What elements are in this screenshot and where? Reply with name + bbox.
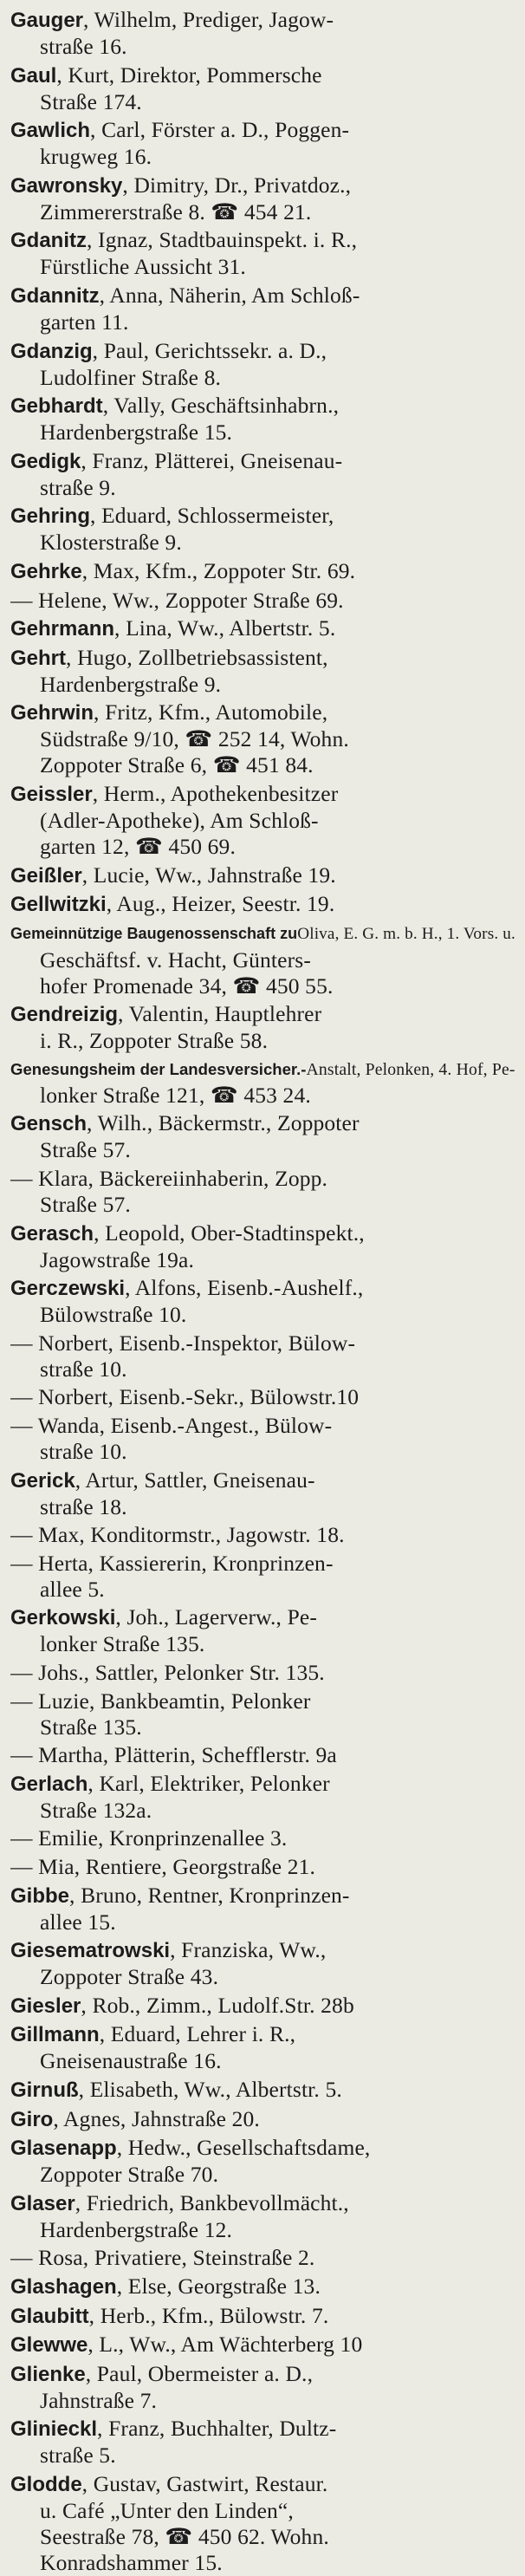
entry-text: — Klara, Bäckereiinhaberin, Zopp. bbox=[10, 1166, 328, 1192]
entry-first-line bbox=[10, 1937, 517, 1964]
entry-text: Zoppoter Straße 6, ☎ 451 84. bbox=[40, 752, 314, 778]
entry-surname: Gerick bbox=[10, 1468, 75, 1493]
entry-surname: Giesler bbox=[10, 1994, 81, 2018]
directory-entry bbox=[10, 1330, 517, 1382]
directory-entry bbox=[10, 1771, 517, 1824]
entry-text: allee 5. bbox=[40, 1576, 105, 1602]
entry-text: Geschäftsf. v. Hacht, Günters- bbox=[40, 946, 311, 973]
entry-text: straße 18. bbox=[40, 1493, 127, 1519]
entry-text: , Leopold, Ober-Stadtinspekt., bbox=[94, 1220, 365, 1246]
directory-entry bbox=[10, 862, 517, 889]
entry-first-line bbox=[10, 338, 517, 365]
entry-text: , Else, Georgstraße 13. bbox=[116, 2273, 321, 2299]
entry-text: Straße 57. bbox=[40, 1192, 131, 1218]
entry-first-line bbox=[10, 2135, 517, 2162]
entry-continuation-line bbox=[10, 254, 517, 280]
entry-text: , Dimitry, Dr., Privatdoz., bbox=[122, 172, 352, 198]
entry-first-line bbox=[10, 2077, 517, 2104]
entry-surname: Gillmann bbox=[10, 2023, 100, 2047]
entry-first-line bbox=[10, 2416, 517, 2443]
entry-first-line bbox=[10, 1771, 517, 1798]
entry-first-line bbox=[10, 1551, 517, 1577]
entry-first-line bbox=[10, 393, 517, 420]
entry-continuation-line bbox=[10, 144, 517, 170]
entry-text: , Herm., Apothekenbesitzer bbox=[92, 780, 339, 806]
entry-first-line bbox=[10, 1883, 517, 1909]
entry-text: Konradshammer 15. bbox=[40, 2549, 223, 2575]
entry-text: , Paul, Obermeister a. D., bbox=[85, 2360, 314, 2386]
directory-entry bbox=[10, 1467, 517, 1520]
entry-text: u. Café „Unter den Linden“, bbox=[40, 2497, 294, 2523]
entry-surname: Gawronsky bbox=[10, 173, 123, 198]
entry-first-line bbox=[10, 1993, 517, 2020]
entry-first-line bbox=[10, 2106, 517, 2133]
entry-text: , Carl, Förster a. D., Poggen- bbox=[90, 117, 350, 143]
entry-text: , Franz, Buchhalter, Dultz- bbox=[97, 2416, 337, 2442]
entry-first-line bbox=[10, 1110, 517, 1137]
entry-text: , Franziska, Ww., bbox=[170, 1937, 327, 1963]
entry-surname: Gerasch bbox=[10, 1221, 94, 1246]
entry-text: Zimmererstraße 8. ☎ 454 21. bbox=[40, 198, 312, 224]
entry-first-line bbox=[10, 227, 517, 254]
entry-first-line bbox=[10, 2245, 517, 2271]
entry-text: — Helene, Ww., Zoppoter Straße 69. bbox=[10, 587, 344, 613]
directory-entry bbox=[10, 1220, 517, 1273]
entry-first-line bbox=[10, 7, 517, 34]
entry-text: Zoppoter Straße 43. bbox=[40, 1964, 219, 1990]
entry-text: Gneisenaustraße 16. bbox=[40, 2048, 222, 2074]
entry-text: Oliva, E. G. m. b. H., 1. Vors. u. bbox=[297, 924, 515, 943]
entry-surname: Genesungsheim der Landesversicher.- bbox=[10, 1059, 307, 1078]
entry-text: , Valentin, Hauptlehrer bbox=[118, 1001, 322, 1027]
entry-first-line bbox=[10, 1825, 517, 1851]
directory-entry bbox=[10, 338, 517, 391]
directory-entry bbox=[10, 62, 517, 115]
entry-text: , Bruno, Rentner, Kronprinzen- bbox=[69, 1882, 350, 1908]
entry-first-line bbox=[10, 117, 517, 144]
entry-text: straße 9. bbox=[40, 474, 116, 500]
directory-entry bbox=[10, 1993, 517, 2020]
entry-first-line bbox=[10, 1660, 517, 1686]
entry-text: , Wilhelm, Prediger, Jagow- bbox=[83, 7, 334, 32]
directory-entry bbox=[10, 503, 517, 556]
entry-first-line bbox=[10, 283, 517, 309]
entry-text: , Aug., Heizer, Seestr. 19. bbox=[106, 891, 335, 917]
entry-continuation-line bbox=[10, 726, 517, 752]
entry-text: lonker Straße 121, ☎ 453 24. bbox=[40, 1082, 311, 1108]
entry-continuation-line bbox=[10, 1909, 517, 1935]
entry-surname: Gaul bbox=[10, 63, 57, 88]
entry-text: , Friedrich, Bankbevollmächt., bbox=[75, 2189, 349, 2215]
entry-text: , Herb., Kfm., Bülowstr. 7. bbox=[88, 2302, 329, 2328]
entry-first-line bbox=[10, 1688, 517, 1714]
entry-first-line bbox=[10, 2021, 517, 2048]
entry-surname: Glashagen bbox=[10, 2274, 117, 2299]
entry-continuation-line bbox=[10, 1192, 517, 1218]
directory-entry bbox=[10, 1522, 517, 1548]
entry-first-line bbox=[10, 1384, 517, 1410]
entry-text: , Hedw., Gesellschaftsdame, bbox=[116, 2135, 371, 2161]
entry-continuation-line bbox=[10, 672, 517, 698]
entry-first-line bbox=[10, 2303, 517, 2330]
entry-text: Klosterstraße 9. bbox=[40, 530, 182, 556]
directory-entry bbox=[10, 891, 517, 918]
entry-continuation-line bbox=[10, 834, 517, 860]
directory-entry bbox=[10, 393, 517, 446]
entry-text: , Karl, Elektriker, Pelonker bbox=[88, 1770, 330, 1796]
entry-first-line bbox=[10, 2332, 517, 2358]
entry-surname: Gehrmann bbox=[10, 617, 115, 641]
entry-continuation-line bbox=[10, 530, 517, 556]
directory-entry bbox=[10, 1001, 517, 1054]
entry-text: Hardenbergstraße 9. bbox=[40, 671, 222, 697]
entry-text: , Kurt, Direktor, Pommersche bbox=[56, 62, 322, 88]
entry-first-line bbox=[10, 1413, 517, 1439]
entry-text: Hardenbergstraße 15. bbox=[40, 420, 233, 446]
entry-surname: Gehrwin bbox=[10, 701, 94, 725]
entry-surname: Gemeinnützige Baugenossenschaft zu bbox=[10, 924, 298, 942]
entry-surname: Gehrke bbox=[10, 559, 82, 583]
entry-continuation-line bbox=[10, 1798, 517, 1824]
entry-surname: Gehring bbox=[10, 504, 91, 529]
entry-text: — Martha, Plätterin, Schefflerstr. 9a bbox=[10, 1742, 337, 1768]
entry-first-line bbox=[10, 645, 517, 672]
entry-first-line bbox=[10, 503, 517, 530]
entry-continuation-line bbox=[10, 199, 517, 225]
entry-continuation-line bbox=[10, 1439, 517, 1465]
entry-continuation-line bbox=[10, 2217, 517, 2243]
entry-first-line bbox=[10, 172, 517, 199]
directory-entry bbox=[10, 2274, 517, 2300]
entry-text: , Hugo, Zollbetriebsassistent, bbox=[66, 644, 328, 670]
entry-continuation-line bbox=[10, 973, 517, 999]
entry-surname: Geissler bbox=[10, 782, 93, 806]
entry-continuation-line bbox=[10, 2498, 517, 2524]
entry-text: — Norbert, Eisenb.-Inspektor, Bülow- bbox=[10, 1330, 356, 1356]
entry-first-line bbox=[10, 2190, 517, 2217]
entry-continuation-line bbox=[10, 1028, 517, 1054]
entry-first-line bbox=[10, 1166, 517, 1192]
entry-text: Fürstliche Aussicht 31. bbox=[40, 254, 246, 280]
entry-text: — Rosa, Privatiere, Steinstraße 2. bbox=[10, 2245, 315, 2271]
directory-entry bbox=[10, 920, 517, 999]
entry-text: (Adler-Apotheke), Am Schloß- bbox=[40, 807, 319, 833]
entry-first-line bbox=[10, 2471, 517, 2498]
entry-continuation-line bbox=[10, 1247, 517, 1273]
entry-first-line bbox=[10, 558, 517, 585]
directory-entry bbox=[10, 7, 517, 60]
entry-text: allee 15. bbox=[40, 1909, 116, 1935]
entry-first-line bbox=[10, 1522, 517, 1548]
directory-entry bbox=[10, 2135, 517, 2188]
directory-entry bbox=[10, 2245, 517, 2271]
entry-surname: Gebhardt bbox=[10, 394, 103, 419]
entry-text: , Alfons, Eisenb.-Aushelf., bbox=[125, 1275, 364, 1301]
entry-surname: Girnuß bbox=[10, 2078, 79, 2102]
entry-surname: Glinieckl bbox=[10, 2417, 98, 2442]
entry-text: straße 16. bbox=[40, 34, 127, 59]
entry-continuation-line bbox=[10, 2162, 517, 2188]
entry-text: Straße 174. bbox=[40, 88, 142, 114]
directory-entry bbox=[10, 1660, 517, 1686]
directory-entry bbox=[10, 2106, 517, 2133]
entry-text: , L., Ww., Am Wächterberg 10 bbox=[88, 2332, 363, 2358]
entry-text: , Artur, Sattler, Gneisenau- bbox=[75, 1467, 315, 1493]
entry-continuation-line bbox=[10, 365, 517, 391]
directory-entry bbox=[10, 227, 517, 280]
entry-first-line bbox=[10, 2361, 517, 2388]
entry-text: Bülowstraße 10. bbox=[40, 1302, 187, 1328]
entry-text: Straße 57. bbox=[40, 1137, 131, 1163]
entry-continuation-line bbox=[10, 34, 517, 60]
entry-continuation-line bbox=[10, 808, 517, 834]
entry-text: , Max, Kfm., Zoppoter Str. 69. bbox=[81, 557, 356, 583]
directory-entry bbox=[10, 1166, 517, 1218]
entry-first-line bbox=[10, 1604, 517, 1631]
entry-text: straße 10. bbox=[40, 1439, 127, 1465]
entry-surname: Gauger bbox=[10, 9, 84, 32]
directory-entry bbox=[10, 2190, 517, 2243]
entry-text: — Mia, Rentiere, Georgstraße 21. bbox=[10, 1853, 316, 1879]
entry-first-line bbox=[10, 781, 517, 808]
directory-entry bbox=[10, 588, 517, 614]
directory-entry bbox=[10, 1604, 517, 1657]
entry-text: — Johs., Sattler, Pelonker Str. 135. bbox=[10, 1660, 325, 1685]
entry-surname: Giro bbox=[10, 2107, 54, 2131]
entry-continuation-line bbox=[10, 1577, 517, 1603]
entry-text: Südstraße 9/10, ☎ 252 14, Wohn. bbox=[40, 726, 349, 752]
entry-surname: Gehrt bbox=[10, 646, 67, 670]
entry-surname: Gerlach bbox=[10, 1772, 88, 1796]
directory-entry bbox=[10, 117, 517, 170]
entry-first-line bbox=[10, 1854, 517, 1880]
directory-entry bbox=[10, 1551, 517, 1603]
directory-entry bbox=[10, 448, 517, 501]
directory-entry bbox=[10, 1937, 517, 1990]
entry-continuation-line bbox=[10, 2048, 517, 2074]
entry-first-line bbox=[10, 891, 517, 918]
entry-surname: Gerkowski bbox=[10, 1606, 116, 1630]
entry-text: Seestraße 78, ☎ 450 62. Wohn. bbox=[40, 2523, 329, 2549]
entry-first-line bbox=[10, 699, 517, 726]
entry-first-line bbox=[10, 920, 517, 947]
directory-entry bbox=[10, 1883, 517, 1935]
directory-entry bbox=[10, 2471, 517, 2576]
entry-text: Jagowstraße 19a. bbox=[40, 1246, 195, 1272]
entry-continuation-line bbox=[10, 947, 517, 973]
entry-surname: Glaubitt bbox=[10, 2304, 89, 2328]
entry-text: , Eduard, Schlossermeister, bbox=[90, 503, 334, 529]
directory-entry bbox=[10, 699, 517, 778]
entry-surname: Gerczewski bbox=[10, 1277, 126, 1301]
directory-entry bbox=[10, 2332, 517, 2358]
directory-entry bbox=[10, 2021, 517, 2074]
entry-continuation-line bbox=[10, 1714, 517, 1740]
directory-entry bbox=[10, 1825, 517, 1851]
entry-continuation-line bbox=[10, 420, 517, 446]
entry-surname: Gendreizig bbox=[10, 1003, 119, 1027]
entry-first-line bbox=[10, 448, 517, 475]
entry-continuation-line bbox=[10, 1356, 517, 1382]
entry-first-line bbox=[10, 615, 517, 642]
entry-continuation-line bbox=[10, 1494, 517, 1520]
entry-text: Straße 135. bbox=[40, 1714, 142, 1740]
entry-text: , Franz, Plätterei, Gneisenau- bbox=[81, 447, 343, 473]
entry-text: — Luzie, Bankbeamtin, Pelonker bbox=[10, 1688, 311, 1714]
entry-text: — Emilie, Kronprinzenallee 3. bbox=[10, 1825, 288, 1851]
entry-text: , Elisabeth, Ww., Albertstr. 5. bbox=[78, 2076, 342, 2102]
entry-text: Ludolfiner Straße 8. bbox=[40, 364, 222, 390]
entry-continuation-line bbox=[10, 1302, 517, 1328]
entry-first-line bbox=[10, 1001, 517, 1028]
directory-entry bbox=[10, 283, 517, 335]
directory-entry bbox=[10, 1688, 517, 1740]
entry-text: straße 5. bbox=[40, 2443, 116, 2469]
entry-surname: Glasenapp bbox=[10, 2137, 117, 2161]
entry-first-line bbox=[10, 1742, 517, 1768]
entry-surname: Glodde bbox=[10, 2472, 82, 2496]
entry-text: hofer Promenade 34, ☎ 450 55. bbox=[40, 973, 334, 999]
entry-text: , Lina, Ww., Albertstr. 5. bbox=[114, 615, 336, 641]
entry-surname: Gensch bbox=[10, 1112, 88, 1136]
directory-entry bbox=[10, 1275, 517, 1328]
entry-text: garten 11. bbox=[40, 309, 129, 335]
entry-continuation-line bbox=[10, 309, 517, 335]
directory-entry bbox=[10, 1110, 517, 1163]
entry-text: , Lucie, Ww., Jahnstraße 19. bbox=[81, 862, 336, 888]
directory-entry bbox=[10, 1413, 517, 1465]
entry-first-line bbox=[10, 1275, 517, 1302]
entry-continuation-line bbox=[10, 89, 517, 115]
directory-entry bbox=[10, 2416, 517, 2469]
entry-text: , Agnes, Jahnstraße 20. bbox=[53, 2105, 260, 2131]
directory-entry bbox=[10, 558, 517, 585]
entry-continuation-line bbox=[10, 1137, 517, 1163]
entry-text: Jahnstraße 7. bbox=[40, 2387, 158, 2413]
entry-text: , Fritz, Kfm., Automobile, bbox=[94, 699, 328, 725]
directory-entry bbox=[10, 2077, 517, 2104]
entry-surname: Gawlich bbox=[10, 119, 91, 143]
entry-text: Anstalt, Pelonken, 4. Hof, Pe- bbox=[306, 1059, 515, 1079]
entry-surname: Gdannitz bbox=[10, 283, 100, 308]
directory-entry bbox=[10, 615, 517, 642]
entry-text: , Ignaz, Stadtbauinspekt. i. R., bbox=[87, 227, 358, 253]
entry-surname: Gedigk bbox=[10, 449, 81, 473]
entry-surname: Gdanzig bbox=[10, 339, 93, 363]
entry-first-line bbox=[10, 2274, 517, 2300]
directory-entry bbox=[10, 2303, 517, 2330]
entry-first-line bbox=[10, 1220, 517, 1247]
entry-continuation-line bbox=[10, 2443, 517, 2469]
entry-surname: Glaser bbox=[10, 2191, 75, 2215]
entry-text: , Vally, Geschäftsinhabrn., bbox=[102, 393, 340, 419]
entry-continuation-line bbox=[10, 2388, 517, 2414]
entry-continuation-line bbox=[10, 1083, 517, 1109]
directory-entry bbox=[10, 1854, 517, 1880]
entry-surname: Gibbe bbox=[10, 1883, 70, 1908]
entry-surname: Geißler bbox=[10, 863, 82, 888]
entry-surname: Gellwitzki bbox=[10, 893, 107, 917]
directory-entry bbox=[10, 1742, 517, 1768]
entry-first-line bbox=[10, 1057, 517, 1083]
entry-text: — Wanda, Eisenb.-Angest., Bülow- bbox=[10, 1413, 333, 1439]
entry-surname: Glewwe bbox=[10, 2333, 88, 2358]
entry-text: , Paul, Gerichtssekr. a. D., bbox=[92, 337, 327, 363]
entry-text: i. R., Zoppoter Straße 58. bbox=[40, 1028, 269, 1054]
entry-first-line bbox=[10, 588, 517, 614]
entry-text: straße 10. bbox=[40, 1356, 127, 1382]
entry-text: , Eduard, Lehrer i. R., bbox=[99, 2021, 296, 2047]
directory-entry bbox=[10, 1384, 517, 1410]
entry-text: lonker Straße 135. bbox=[40, 1631, 205, 1657]
entry-text: , Joh., Lagerverw., Pe- bbox=[115, 1604, 318, 1630]
entry-continuation-line bbox=[10, 2524, 517, 2550]
directory-entry bbox=[10, 172, 517, 225]
entry-text: — Herta, Kassiererin, Kronprinzen- bbox=[10, 1550, 334, 1576]
directory-entry bbox=[10, 2361, 517, 2414]
entry-text: Straße 132a. bbox=[40, 1797, 152, 1823]
entry-continuation-line bbox=[10, 1964, 517, 1990]
entry-text: — Norbert, Eisenb.-Sekr., Bülowstr.10 bbox=[10, 1384, 360, 1410]
entry-text: garten 12, ☎ 450 69. bbox=[40, 833, 236, 859]
entry-first-line bbox=[10, 1467, 517, 1494]
entry-first-line bbox=[10, 62, 517, 89]
directory-entry-list bbox=[10, 7, 517, 2576]
entry-surname: Glienke bbox=[10, 2362, 86, 2386]
entry-continuation-line bbox=[10, 752, 517, 778]
entry-text: — Max, Konditormstr., Jagowstr. 18. bbox=[10, 1522, 345, 1548]
entry-continuation-line bbox=[10, 475, 517, 501]
entry-continuation-line bbox=[10, 2550, 517, 2576]
entry-text: Zoppoter Straße 70. bbox=[40, 2162, 219, 2188]
entry-continuation-line bbox=[10, 1631, 517, 1657]
entry-surname: Giesematrowski bbox=[10, 1939, 171, 1963]
entry-text: Hardenbergstraße 12. bbox=[40, 2216, 233, 2242]
entry-text: , Rob., Zimm., Ludolf.Str. 28b bbox=[81, 1992, 354, 2018]
entry-text: , Gustav, Gastwirt, Restaur. bbox=[81, 2470, 328, 2496]
directory-entry bbox=[10, 1057, 517, 1109]
directory-entry bbox=[10, 781, 517, 860]
entry-first-line bbox=[10, 1330, 517, 1356]
entry-text: , Wilh., Bäckermstr., Zoppoter bbox=[87, 1110, 360, 1136]
entry-text: , Anna, Näherin, Am Schloß- bbox=[99, 282, 360, 308]
entry-text: krugweg 16. bbox=[40, 144, 152, 170]
directory-entry bbox=[10, 645, 517, 698]
entry-first-line bbox=[10, 862, 517, 889]
entry-surname: Gdanitz bbox=[10, 229, 87, 253]
